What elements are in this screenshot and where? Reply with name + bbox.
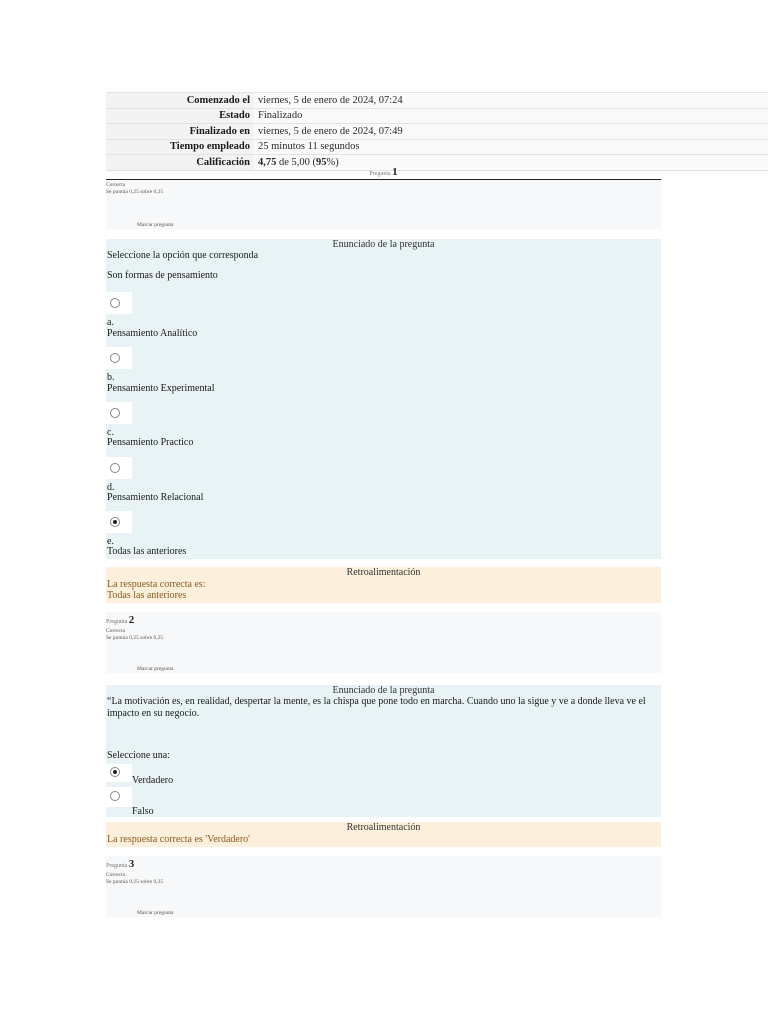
summary-row-state [106, 108, 768, 124]
question-score: Se puntúa 0,25 sobre 0,25 [106, 188, 164, 195]
option-label[interactable]: Todas las anteriores [107, 546, 187, 557]
question-status: Correcta [106, 182, 125, 188]
question-score: Se puntúa 0,25 sobre 0,25 [106, 878, 164, 885]
summary-row-time [106, 139, 768, 155]
question-status: Correcta [106, 872, 125, 878]
option-label[interactable]: Verdadero [132, 775, 174, 786]
question-word: Pregunta [106, 863, 128, 869]
option-letter: c. [107, 427, 114, 438]
option-letter: d. [107, 482, 115, 493]
option-letter: a. [107, 317, 114, 328]
question-1-header [106, 166, 661, 178]
question-3-title [106, 859, 661, 872]
summary-value: viernes, 5 de enero de 2024, 07:24 [254, 93, 768, 109]
question-1-info [106, 180, 661, 229]
question-status: Correcta [106, 628, 125, 634]
option-label[interactable]: Falso [132, 806, 154, 817]
question-word: Pregunta [369, 171, 391, 177]
feedback-caption: Retroalimentación [346, 567, 421, 578]
option-c-radio-box[interactable] [106, 402, 132, 424]
option-label[interactable]: Pensamiento Analítico [107, 328, 198, 339]
question-2-title [106, 615, 661, 628]
question-text: Son formas de pensamiento [107, 270, 218, 281]
option-a-radio-box[interactable] [106, 292, 132, 314]
radio-selected-icon[interactable] [110, 517, 120, 527]
radio-unselected-icon[interactable] [110, 463, 120, 473]
summary-row-finished [106, 124, 768, 140]
question-1-feedback [106, 567, 661, 603]
summary-value: 25 minutos 11 segundos [254, 139, 768, 155]
option-letter: e. [107, 536, 114, 547]
option-label[interactable]: Pensamiento Experimental [107, 383, 215, 394]
question-number: 2 [128, 614, 135, 626]
option-e-radio-box[interactable] [106, 511, 132, 533]
statement-caption: Enunciado de la pregunta [332, 685, 435, 696]
feedback-intro: La respuesta correcta es: [107, 579, 206, 590]
question-prompt: Seleccione la opción que corresponda [107, 250, 259, 261]
grade-percent: 95 [316, 156, 327, 168]
summary-label: Calificación [106, 155, 254, 171]
grade-out-of: de 5,00 ( [276, 156, 317, 168]
option-b-radio-box[interactable] [106, 347, 132, 369]
flag-question-link[interactable]: Marcar pregunta [137, 666, 174, 672]
statement-caption: Enunciado de la pregunta [332, 239, 435, 250]
question-score: Se puntúa 0,25 sobre 0,25 [106, 634, 164, 641]
summary-label: Estado [106, 108, 254, 124]
option-true-radio-box[interactable] [106, 764, 132, 782]
radio-unselected-icon[interactable] [110, 353, 120, 363]
flag-question-link[interactable]: Marcar pregunta [137, 222, 174, 228]
option-false-radio-box[interactable] [106, 787, 132, 807]
select-one-label: Seleccione una: [107, 750, 171, 761]
summary-value: Finalizado [254, 108, 768, 124]
question-1-formulation [106, 239, 661, 559]
grade-percent-close: %) [326, 156, 339, 168]
summary-label: Comenzado el [106, 93, 254, 109]
radio-unselected-icon[interactable] [110, 298, 120, 308]
question-2-feedback [106, 822, 661, 847]
feedback-caption: Retroalimentación [346, 822, 421, 833]
radio-selected-icon[interactable] [110, 767, 120, 777]
question-text: “La motivación es, en realidad, despertar la mente, es la chispa que pone todo en marcha. Cuando uno la sigue y ve a donde lleva ve el impacto en su negocio. [107, 696, 646, 719]
summary-label: Tiempo empleado [106, 139, 254, 155]
option-letter: b. [107, 372, 115, 383]
option-label[interactable]: Pensamiento Practico [107, 437, 194, 448]
radio-unselected-icon[interactable] [110, 408, 120, 418]
question-3-info [106, 856, 661, 917]
option-label[interactable]: Pensamiento Relacional [107, 492, 204, 503]
grade-points: 4,75 [258, 156, 277, 168]
question-number: 1 [392, 166, 398, 178]
feedback-answer: La respuesta correcta es 'Verdadero' [107, 834, 250, 845]
attempt-summary-table [106, 92, 768, 171]
question-number: 3 [128, 858, 135, 870]
flag-question-link[interactable]: Marcar pregunta [137, 910, 174, 916]
radio-unselected-icon[interactable] [110, 791, 120, 801]
feedback-answer: Todas las anteriores [107, 590, 187, 601]
summary-row-started [106, 93, 768, 109]
summary-value: viernes, 5 de enero de 2024, 07:49 [254, 124, 768, 140]
option-d-radio-box[interactable] [106, 457, 132, 479]
summary-label: Finalizado en [106, 124, 254, 140]
question-2-info [106, 612, 661, 673]
question-2-formulation [106, 685, 661, 817]
question-word: Pregunta [106, 619, 128, 625]
